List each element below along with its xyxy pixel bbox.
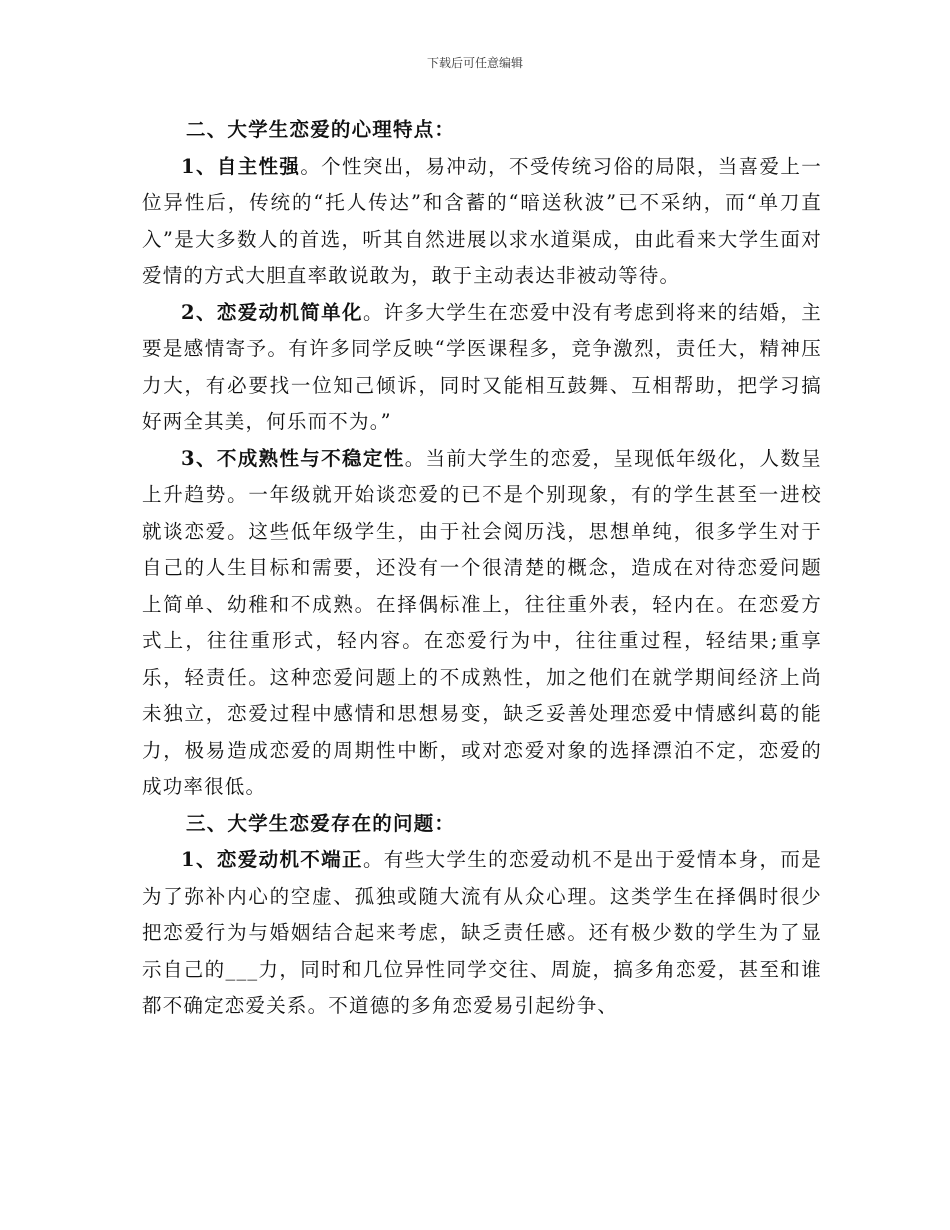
item-text: 。许多大学生在恋爱中没有考虑到将来的结婚，主要是感情寄予。有许多同学反映“学医课程多，竞争激烈，责任大，精神压力大，有必要找一位知己倾诉，同时又能相互鼓舞、互相帮助，把学习搞好两全其美，何乐而不为。” bbox=[142, 300, 822, 433]
paragraph-item bbox=[142, 149, 822, 295]
document-body bbox=[142, 112, 822, 1025]
paragraph-item bbox=[142, 441, 822, 806]
item-title: 1、恋爱动机不端正 bbox=[181, 848, 363, 871]
section-heading-psychology: 二、大学生恋爱的心理特点： bbox=[186, 118, 456, 141]
item-text: 。个性突出，易冲动，不受传统习俗的局限，当喜爱上一位异性后，传统的“托人传达”和含蓄的“暗送秋波”已不采纳，而“单刀直入”是大多数人的首选，听其自然进展以求水道渠成，由此看来大学生面对爱情的方式大胆直率敢说敢为，敢于主动表达非被动等待。 bbox=[142, 154, 822, 287]
paragraph-item bbox=[142, 295, 822, 441]
page-header-note: 下载后可任意编辑 bbox=[426, 56, 523, 70]
paragraph-item bbox=[142, 842, 822, 1025]
item-title: 2、恋爱动机简单化 bbox=[181, 300, 363, 324]
section-heading-problems: 三、大学生恋爱存在的问题： bbox=[186, 811, 456, 835]
item-text: 。当前大学生的恋爱，呈现低年级化，人数呈上升趋势。一年级就开始谈恋爱的已不是个别现象，有的学生甚至一进校就谈恋爱。这些低年级学生，由于社会阅历浅，思想单纯，很多学生对于自己的人生目标和需要，还没有一个很清楚的概念，造成在对待恋爱问题上简单、幼稚和不成熟。在择偶标准上，往往重外表，轻内在。在恋爱方式上，往往重形式，轻内容。在恋爱行为中，往往重过程，轻结果;重享乐，轻责任。这种恋爱问题上的不成熟性，加之他们在就学期间经济上尚未独立，恋爱过程中感情和思想易变，缺乏妥善处理恋爱中情感纠葛的能力，极易造成恋爱的周期性中断，或对恋爱对象的选择漂泊不定，恋爱的成功率很低。 bbox=[142, 446, 822, 798]
item-text: 。有些大学生的恋爱动机不是出于爱情本身，而是为了弥补内心的空虚、孤独或随大流有从众心理。这类学生在择偶时很少把恋爱行为与婚姻结合起来考虑，缺乏责任感。还有极少数的学生为了显示自己的___力，同时和几位异性同学交往、周旋，搞多角恋爱，甚至和谁都不确定恋爱关系。不道德的多角恋爱易引起纷争、 bbox=[142, 848, 822, 1017]
item-title: 3、不成熟性与不稳定性 bbox=[181, 446, 405, 470]
item-title: 1、自主性强 bbox=[181, 154, 301, 178]
